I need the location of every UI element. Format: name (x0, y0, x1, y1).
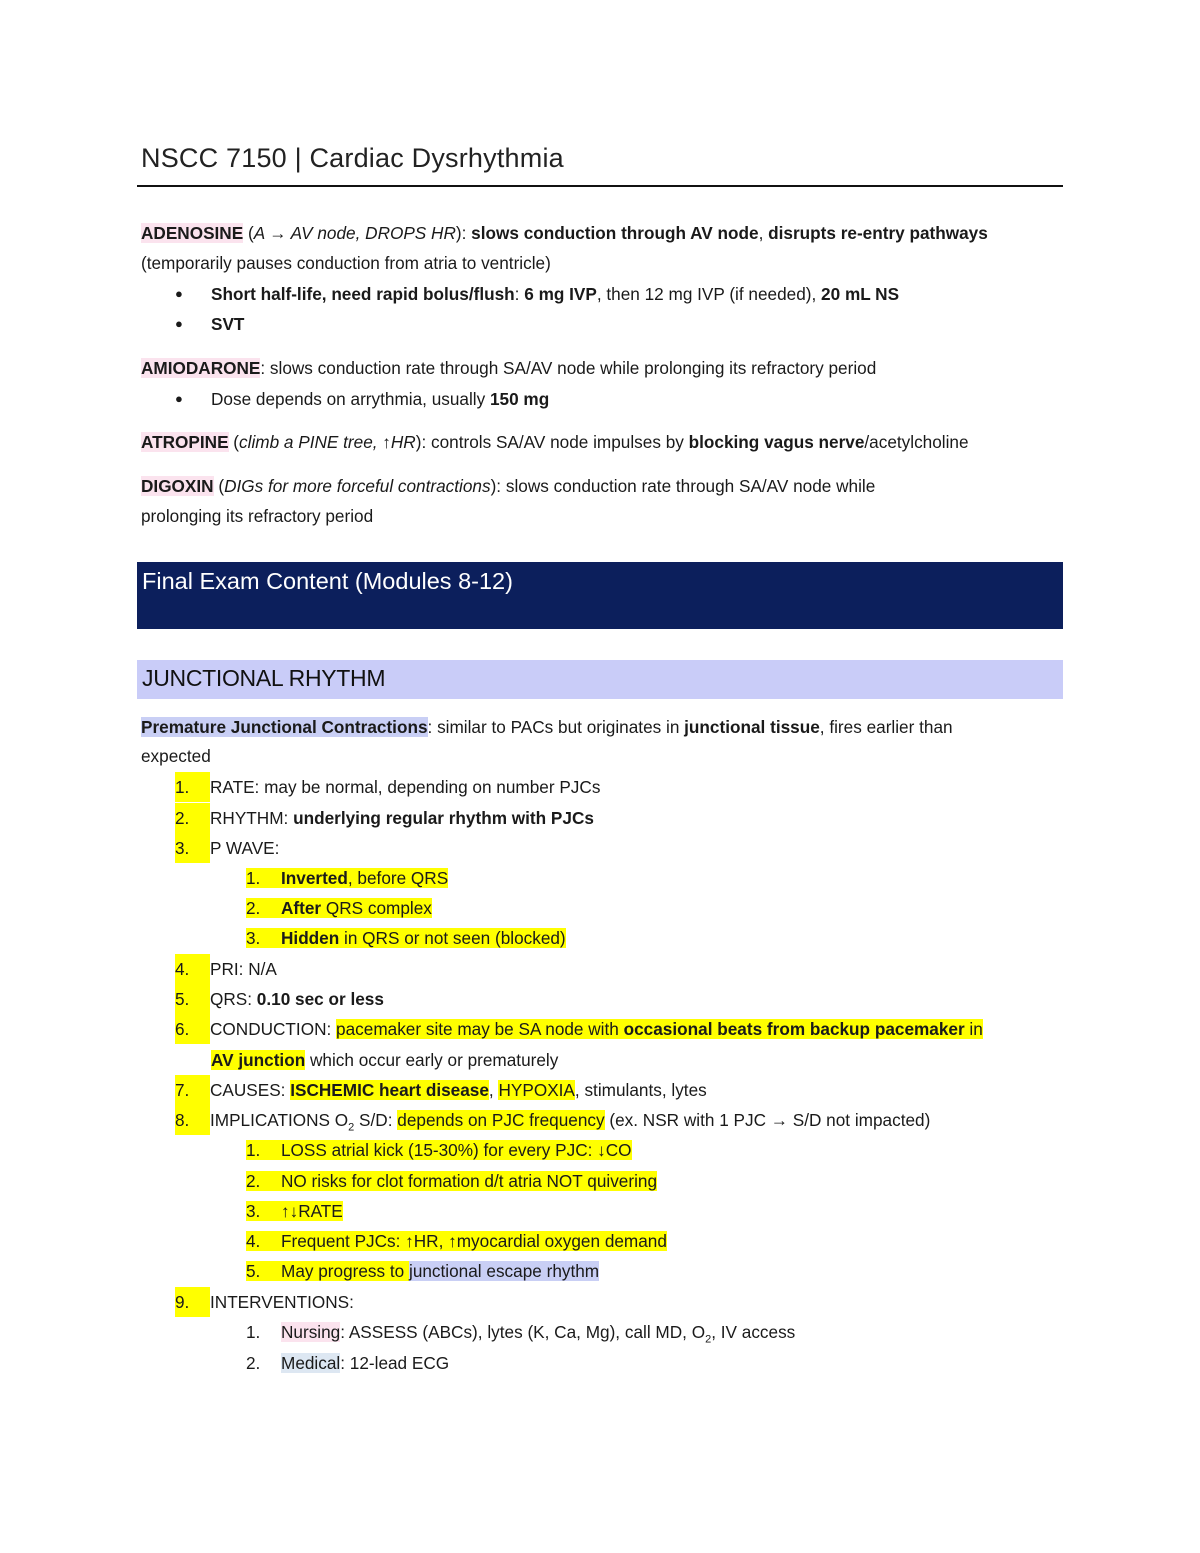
digoxin-paragraph: DIGOXIN (DIGs for more forceful contractions): slows conduction rate through SA/AV node while (141, 476, 876, 496)
list-item: 4. Frequent PJCs: ↑HR, ↑myocardial oxygen demand (246, 1231, 667, 1251)
list-item: 7. CAUSES: ISCHEMIC heart disease, HYPOXIA, stimulants, lytes (175, 1075, 707, 1105)
adenosine-paragraph: ADENOSINE (A → AV node, DROPS HR): slows conduction through AV node, disrupts re-entry pathways (141, 223, 988, 243)
title-divider (137, 185, 1063, 187)
list-item: ● Short half-life, need rapid bolus/flush: 6 mg IVP, then 12 mg IVP (if needed), 20 mL NS (175, 279, 899, 309)
drug-name-atropine: ATROPINE (141, 432, 229, 452)
section-banner (137, 562, 1063, 629)
list-item: 2. After QRS complex (246, 898, 432, 918)
adenosine-mnemonic: A → AV node, DROPS HR (253, 223, 456, 243)
adenosine-note: (temporarily pauses conduction from atria to ventricle) (141, 253, 551, 273)
banner-title: Final Exam Content (Modules 8-12) (142, 568, 513, 594)
drug-name-amiodarone: AMIODARONE (141, 358, 261, 378)
list-item: 6. CONDUCTION: pacemaker site may be SA node with occasional beats from backup pacemaker in (175, 1014, 983, 1044)
list-item: 5. QRS: 0.10 sec or less (175, 984, 384, 1014)
digoxin-note: prolonging its refractory period (141, 506, 374, 526)
list-item: ● SVT (175, 309, 244, 339)
pjc-paragraph-cont: expected (141, 746, 211, 766)
list-item: 1. LOSS atrial kick (15-30%) for every PJC: ↓CO (246, 1140, 632, 1160)
list-item: 1. RATE: may be normal, depending on number PJCs (175, 772, 600, 802)
list-item: 3. Hidden in QRS or not seen (blocked) (246, 928, 566, 948)
pjc-term: Premature Junctional Contractions (141, 717, 428, 737)
list-item: 2. RHYTHM: underlying regular rhythm with PJCs (175, 803, 594, 833)
drug-name-digoxin: DIGOXIN (141, 476, 214, 496)
pjc-paragraph: Premature Junctional Contractions: similar to PACs but originates in junctional tissue, fires earlier than (141, 717, 953, 737)
list-item: 9. INTERVENTIONS: (175, 1287, 354, 1317)
list-item: 5. May progress to junctional escape rhythm (246, 1261, 600, 1281)
section-title: JUNCTIONAL RHYTHM (142, 665, 386, 691)
atropine-paragraph: ATROPINE (climb a PINE tree, ↑HR): controls SA/AV node impulses by blocking vagus nerve/acetylcholine (141, 432, 969, 452)
drug-name-adenosine: ADENOSINE (141, 223, 244, 243)
list-item: 2. NO risks for clot formation d/t atria NOT quivering (246, 1171, 658, 1191)
list-item: 3. P WAVE: (175, 833, 279, 863)
bullet-icon: ● (175, 391, 183, 406)
list-item: ● Dose depends on arrythmia, usually 150 mg (175, 384, 549, 414)
amiodarone-paragraph: AMIODARONE: slows conduction rate through SA/AV node while prolonging its refractory period (141, 358, 877, 378)
list-item-cont: AV junction which occur early or prematurely (211, 1050, 559, 1070)
page-title: NSCC 7150 | Cardiac Dysrhythmia (141, 143, 564, 173)
bullet-icon: ● (175, 316, 183, 331)
list-item: 1. Inverted, before QRS (246, 868, 449, 888)
list-item: 4. PRI: N/A (175, 954, 277, 984)
list-item: 1. Nursing: ASSESS (ABCs), lytes (K, Ca, Mg), call MD, $O_2$, IV access (246, 1322, 796, 1346)
list-item: 2. Medical: 12-lead ECG (246, 1353, 450, 1373)
bullet-icon: ● (175, 286, 183, 301)
list-item: 3. ↑↓RATE (246, 1201, 343, 1221)
section-heading (137, 660, 1063, 699)
list-item: 8. IMPLICATIONS $O_2$ S/D: depends on PJC frequency (ex. NSR with 1 PJC → S/D not impacted) (175, 1105, 930, 1142)
